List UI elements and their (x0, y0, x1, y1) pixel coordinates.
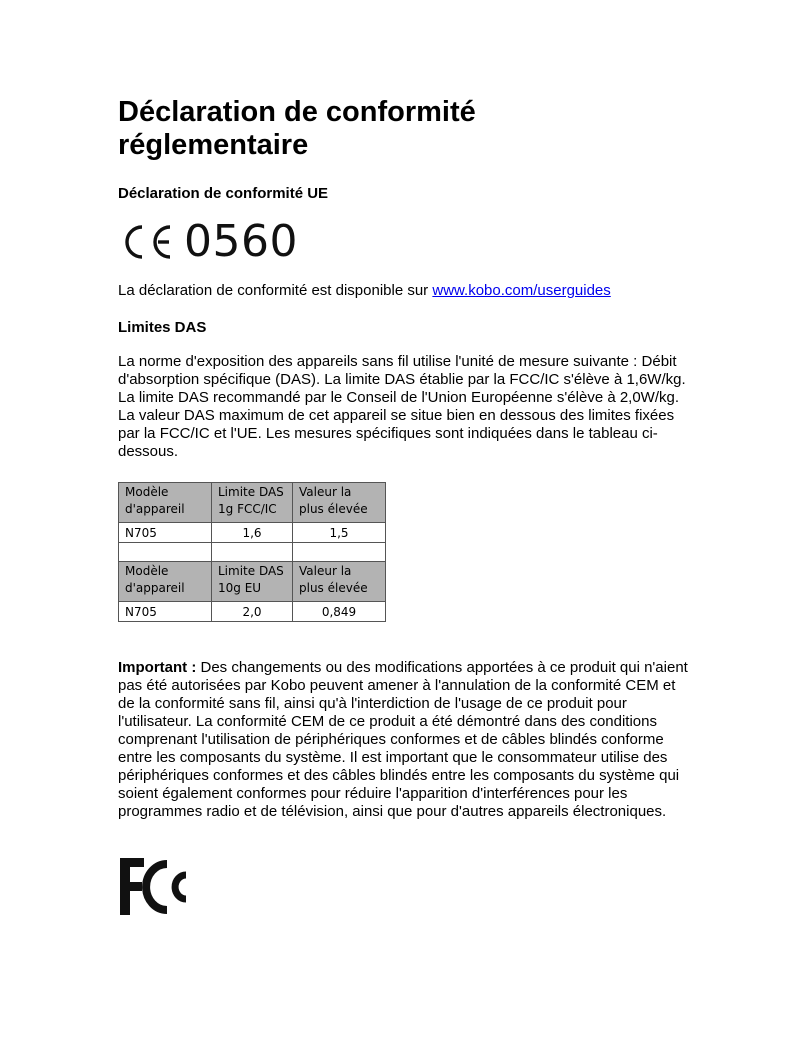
table-header-cell: Valeur la plus élevée (293, 562, 386, 602)
table-row (119, 602, 386, 622)
table-header-cell: Limite DAS 1g FCC/IC (212, 483, 293, 523)
ce-mark-icon (120, 222, 178, 262)
table-cell-empty (212, 543, 293, 562)
table-cell-limit: 2,0 (212, 602, 293, 622)
page-title-line-1: Déclaration de conformité (118, 96, 476, 128)
page-title (118, 96, 688, 162)
important-text: Des changements ou des modifications apportées à ce produit qui n'aient pas été autorisées par Kobo peuvent amener à l'annulation de la conformité CEM et de la conformité sans fil, ainsi qu'à l'interdiction de l'usage de ce produit pour l'utilisateur. La conformité CEM de ce produit a été démontré dans des conditions comprenant l'utilisation de périphériques conformes et de câbles blindés conforme entre les composants du système. Il est important que le consommateur utilise des périphériques conformes et des câbles blindés entre les composants du système qui soient également conformes pour réduire l'apparition d'interférences pour les programmes radio et de télévision, ainsi que pour d'autres appareils électroniques. (118, 659, 688, 820)
table-header-cell: Modèle d'appareil (119, 483, 212, 523)
declaration-availability-text: La déclaration de conformité est disponible sur (118, 282, 433, 299)
important-notice (118, 659, 688, 821)
declaration-availability (118, 282, 688, 300)
table-cell-model: N705 (119, 523, 212, 543)
table-header-cell: Modèle d'appareil (119, 562, 212, 602)
sar-table (118, 482, 386, 622)
table-header-row (119, 562, 386, 602)
ce-mark (120, 218, 298, 266)
table-header-cell: Limite DAS 10g EU (212, 562, 293, 602)
sar-paragraph: La norme d'exposition des appareils sans fil utilise l'unité de mesure suivante : Débit d'absorption spécifique (DAS). La limite DAS établie par la FCC/IC s'élève à 1,6W/kg. La limite DAS recommandé par le Conseil de l'Union Européenne s'élève à 2,0W/kg. La valeur DAS maximum de cet appareil se situe bien en dessous des limites fixées par la FCC/IC et l'UE. Les mesures spécifiques sont indiquées dans le tableau ci-dessous. (118, 353, 686, 460)
table-blank-row (119, 543, 386, 562)
fcc-logo (120, 858, 196, 921)
table-header-cell: Valeur la plus élevée (293, 483, 386, 523)
fcc-logo-icon (120, 858, 196, 916)
page-title-line-2: réglementaire (118, 129, 309, 161)
table-row (119, 523, 386, 543)
important-label: Important : (118, 659, 197, 676)
table-cell-empty (119, 543, 212, 562)
userguides-link[interactable]: www.kobo.com/userguides (432, 282, 611, 299)
table-cell-empty (293, 543, 386, 562)
sar-heading: Limites DAS (118, 319, 207, 336)
ce-notified-body-number: 0560 (184, 216, 298, 267)
table-cell-model: N705 (119, 602, 212, 622)
eu-declaration-heading: Déclaration de conformité UE (118, 185, 329, 202)
document-page (118, 96, 688, 820)
table-header-row (119, 483, 386, 523)
table-cell-value: 1,5 (293, 523, 386, 543)
table-cell-value: 0,849 (293, 602, 386, 622)
table-cell-limit: 1,6 (212, 523, 293, 543)
